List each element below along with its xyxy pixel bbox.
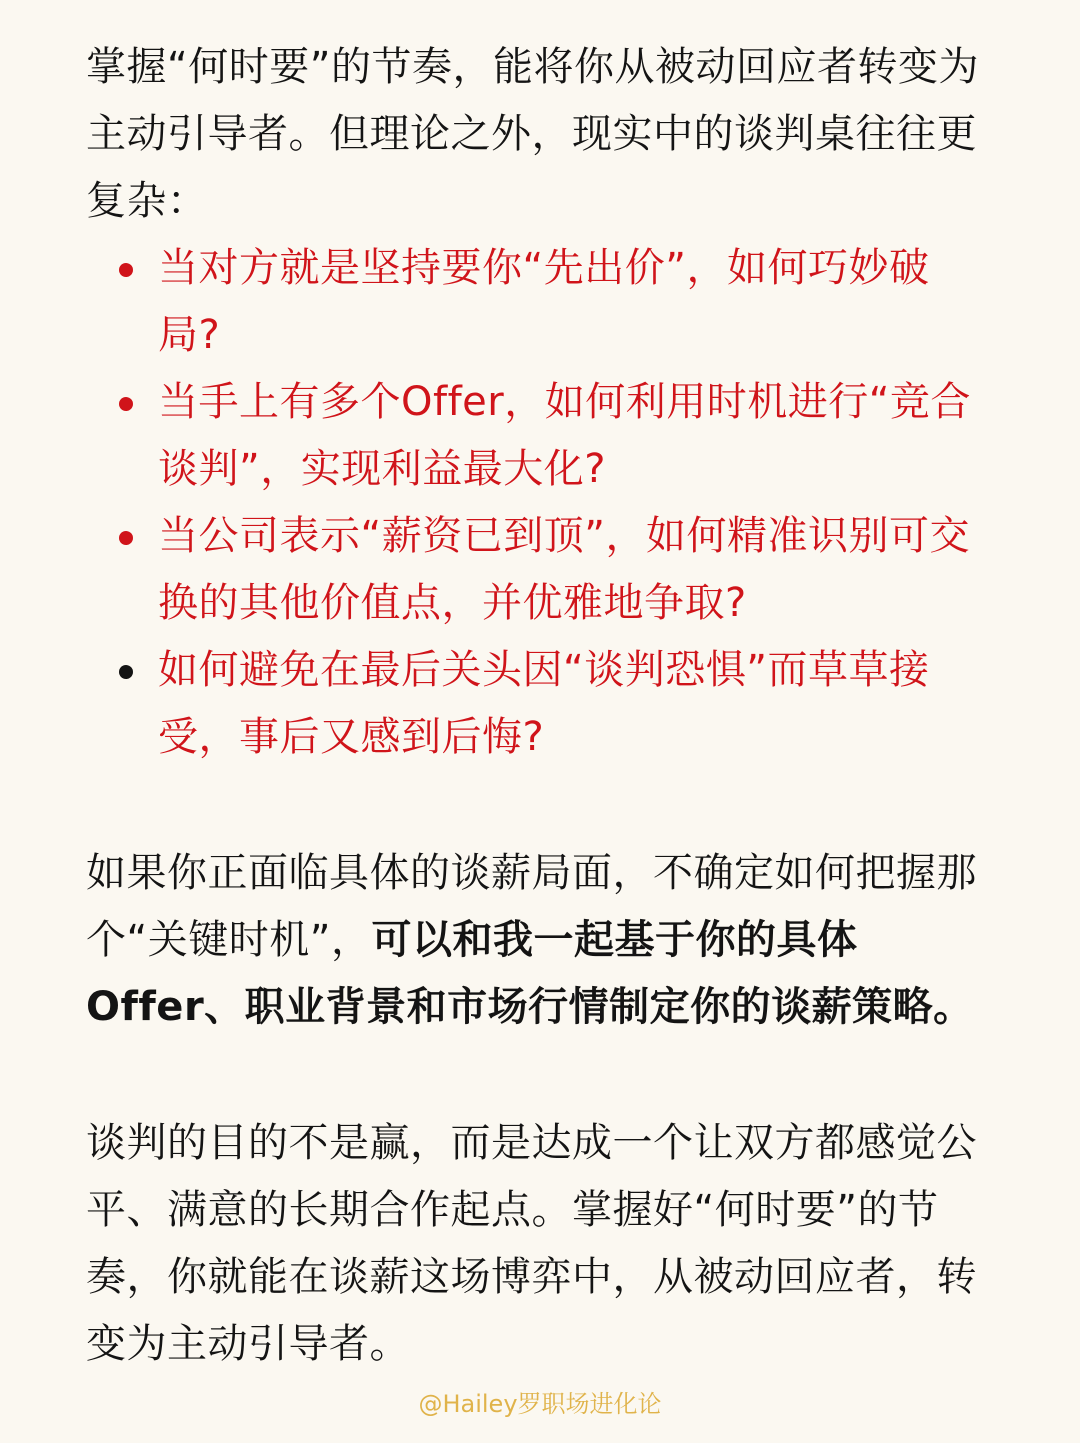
bullet-dot-icon — [119, 397, 133, 411]
list-item-text: 当对方就是坚持要你“先出价”，如何巧妙破局? — [158, 245, 930, 358]
bullet-dot-icon — [119, 665, 133, 679]
bullet-dot-icon — [119, 263, 133, 277]
intro-paragraph: 掌握“何时要”的节奏，能将你从被动回应者转变为主动引导者。但理论之外，现实中的谈判桌往往更复杂： — [86, 44, 979, 224]
spacer — [86, 771, 986, 840]
list-item — [86, 503, 986, 637]
cta-paragraph — [86, 840, 986, 1041]
list-item — [86, 369, 986, 503]
cta-bold-text: 可以和我一起基于你的具体Offer、职业背景和市场行情制定你的谈薪策略。 — [86, 917, 974, 1030]
list-item — [86, 235, 986, 369]
closing-paragraph: 谈判的目的不是赢，而是达成一个让双方都感觉公平、满意的长期合作起点。掌握好“何时要”的节奏，你就能在谈薪这场博弈中，从被动回应者，转变为主动引导者。 — [86, 1120, 977, 1367]
author-watermark: @Hailey罗职场进化论 — [418, 1390, 662, 1418]
list-item-text: 当公司表示“薪资已到顶”，如何精准识别可交换的其他价值点，并优雅地争取? — [158, 513, 970, 626]
bullet-dot-icon — [119, 531, 133, 545]
cta-normal-text: 如果你正面临具体的谈薪局面，不确定如何把握那个“关键时机”， — [86, 850, 977, 963]
list-item-text: 当手上有多个Offer，如何利用时机进行“竞合谈判”，实现利益最大化? — [158, 379, 971, 492]
article-body — [86, 34, 986, 1378]
spacer — [86, 1041, 986, 1110]
list-item-text: 如何避免在最后关头因“谈判恐惧”而草草接受，事后又感到后悔? — [158, 647, 930, 760]
list-item — [86, 637, 986, 771]
question-list — [86, 235, 986, 771]
